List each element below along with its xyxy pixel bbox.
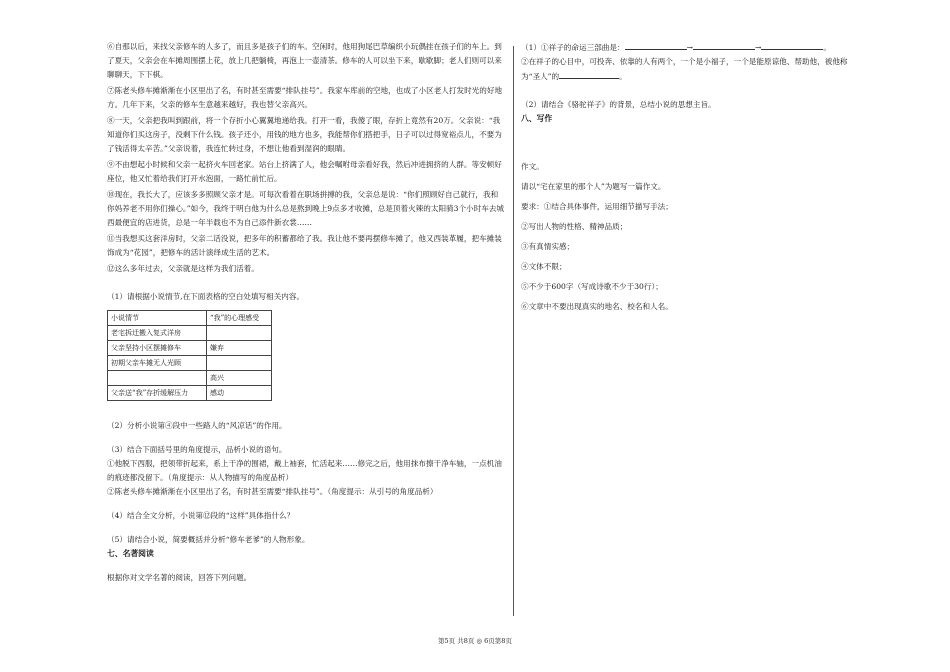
reading-question-2: （2）请结合《骆驼祥子》的背景，总结小说的思想主旨。 [521, 100, 716, 109]
table-cell: 感动 [207, 386, 272, 401]
writing-prompt: 请以“宅在家里的那个人”为题写一篇作文。 [521, 182, 666, 191]
story-paragraph-12: ⑫这么多年过去，父亲就是这样为我们活着。 [107, 264, 259, 273]
reading-question-1-line-1 [521, 40, 851, 55]
reading-q1-part2: ②在祥子的心目中，可投奔、依靠的人有两个，一个是小福子，一个是能原谅他、帮助他，被他称为“圣人”的 [521, 57, 848, 81]
arrow-icon: → [686, 43, 693, 52]
story-paragraph-7: ⑦陈老头修车摊渐渐在小区里出了名，有时甚至需要“排队挂号”。我家车库前的空地，也成了小区老人打发时光的好地方。几年下来，父亲的修车生意越来越好，我也替父亲高兴。 [107, 86, 503, 109]
answer-blank[interactable] [693, 40, 755, 50]
question-3-item-1: ①他脱下西服，把领带折起来，系上干净的围裙，戴上袖套，忙活起来……修完之后，他用抹布擦干净车轴，一点机油的痕迹都没留下。（角度提示：从人物描写的角度品析） [107, 459, 502, 482]
left-column [107, 40, 505, 585]
writing-requirement: 要求：①结合具体事件，运用细节描写手法； [521, 202, 673, 211]
writing-requirement: ②写出人物的性格、精神品质； [521, 222, 628, 231]
answer-blank[interactable] [559, 69, 619, 79]
table-row [108, 326, 272, 341]
table-cell: 嫌弃 [207, 341, 272, 356]
story-paragraph-11: ⑪当我想买这套洋房时，父亲二话没说，把多年的积蓄都给了我。我让他不要再摆修车摊了，他又西装革履，把车摊装饰成为“花园”，把修车的活计演绎成生活的艺术。 [107, 234, 502, 257]
table-cell: 老宅拆迁搬入复式洋房 [108, 326, 207, 341]
question-4: （4）结合全文分析，小说第⑫段的“这样”具体指什么？ [107, 511, 295, 520]
writing-requirement: ⑤不少于600字（写成诗歌不少于30行）； [521, 282, 663, 291]
writing-title: 作文。 [521, 162, 544, 171]
table-header-row [108, 311, 272, 326]
page-footer: 第5页 共8页 ◎ 6页第8页 [438, 637, 512, 645]
answer-blank[interactable] [625, 40, 687, 50]
story-paragraph-9: ⑨不由想起小时候和父亲一起挤火车回老家。站台上挤满了人，他会嘱咐母亲看好我，然后冲进拥挤的人群。等安顿好座位，他又忙着给我们打开水泡面，一路忙前忙后。 [107, 160, 502, 183]
question-3-item-2: ②陈老头修车摊渐渐在小区里出了名，有时甚至需要“排队挂号”。（角度提示：从引号的角度品析） [107, 487, 438, 496]
reading-q1-end: 。 [823, 43, 831, 52]
question-3: （3）结合下面括号里的角度提示，品析小说的语句。 [107, 445, 287, 454]
writing-requirement: ③有真情实感； [521, 242, 575, 251]
table-row [108, 371, 272, 386]
arrow-icon: → [754, 43, 762, 52]
question-1: （1）请根据小说情节,在下面表格的空白处填写相关内容。 [107, 292, 305, 301]
writing-requirement: ⑥文章中不要出现真实的地名、校名和人名。 [521, 302, 673, 311]
table-cell: 高兴 [207, 371, 272, 386]
reading-q1-prefix: （1）①祥子的命运三部曲是： [521, 43, 625, 52]
story-paragraph-8: ⑧一天，父亲把我叫到跟前，将一个存折小心翼翼地递给我。打开一看，我傻了眼，存折上竟然有20万。父亲说：“我知道你们买这房子，没剩下什么钱。孩子还小，用钱的地方也多，我能帮你们搭把手，日子可以过得宽裕点儿，不要为了钱活得太辛苦。”父亲说着，我连忙转过身，不想让他看到湿润的眼睛。 [107, 116, 502, 153]
reading-q1-part2-end: 。 [619, 72, 627, 81]
answer-blank[interactable] [761, 40, 823, 50]
table-cell-blank[interactable] [207, 356, 272, 371]
question-2: （2）分析小说第④段中一些路人的“风凉话”的作用。 [107, 421, 287, 430]
story-paragraph-6: ⑥自那以后，来找父亲修车的人多了，而且多是孩子们的车。空闲时，他用狗尾巴草编织小玩偶挂在孩子们的车上。到了夏天，父亲会在车摊周围摆上花，放上几把躺椅，再泡上一壶清茶。修车的人可以坐下来，歇歇脚；老人们则可以来聊聊天，下下棋。 [107, 42, 502, 79]
table-cell: 父亲坚持小区摆摊修车 [108, 341, 207, 356]
table-cell-blank[interactable] [108, 371, 207, 386]
table-header-cell: 小说情节 [108, 311, 207, 326]
story-paragraph-10: ⑩现在，我长大了，应该多多照顾父亲才是。可每次看着在职场拼搏的我，父亲总是说：“你们照顾好自己就行，我和你妈养老不用你们操心。”如今，我终于明白他为什么总是熬到晚上9点多才收摊，总是顶着火辣的太阳骑3个小时车去城西最便宜的店进货，总是一年半载也不为自己添件新衣裳…… [107, 190, 505, 227]
reading-question-1-line-2 [521, 55, 851, 84]
table-row [108, 356, 272, 371]
section-7-intro: 根据你对文学名著的阅读，回答下列问题。 [107, 573, 252, 582]
section-7-heading: 七、名著阅读 [107, 549, 154, 558]
section-8-heading: 八、写作 [521, 114, 553, 123]
table-header-cell: “我”的心理感受 [207, 311, 272, 326]
table-row [108, 341, 272, 356]
writing-requirement: ④文体不限； [521, 262, 567, 271]
plot-feeling-table [107, 310, 272, 401]
right-column [521, 40, 851, 314]
table-cell-blank[interactable] [207, 326, 272, 341]
table-cell: 父亲送“我”存折缓解压力 [108, 386, 207, 401]
question-5: （5）请结合小说，简要概括并分析“修车老爹”的人物形象。 [107, 535, 310, 544]
table-row [108, 386, 272, 401]
column-divider [513, 46, 514, 616]
table-cell: 初期父亲车摊无人光顾 [108, 356, 207, 371]
